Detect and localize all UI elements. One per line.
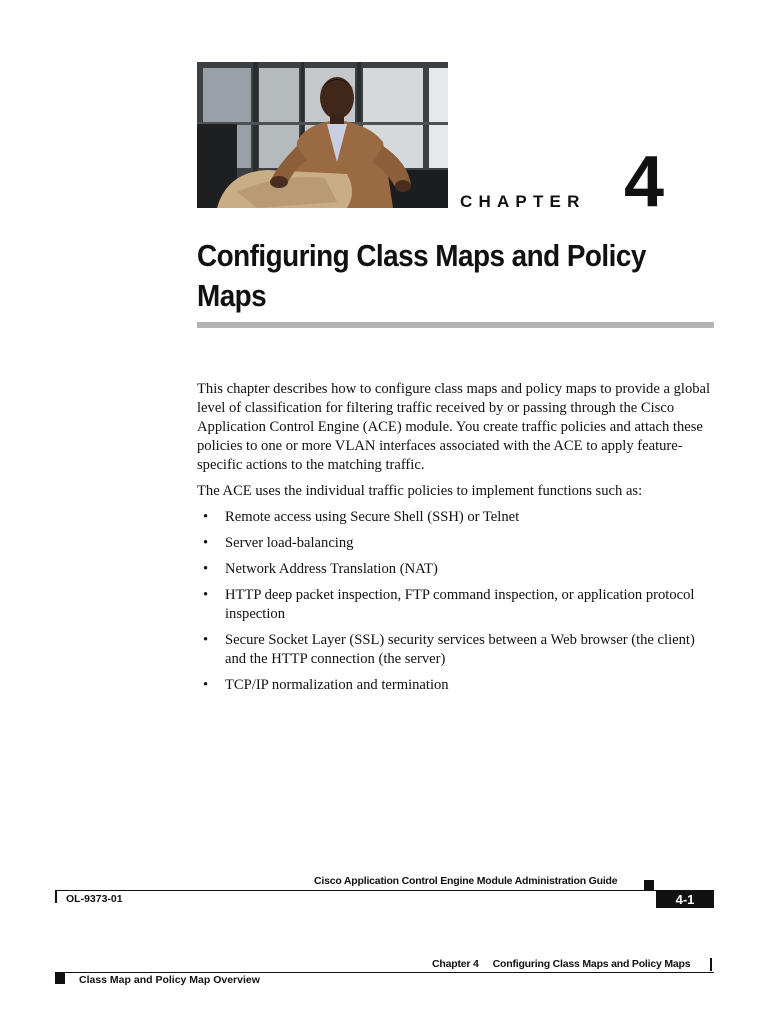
bullet-icon: • [203, 632, 209, 648]
functions-list [197, 508, 717, 695]
section-marker [55, 972, 65, 984]
bullet-icon: • [203, 561, 209, 577]
chapter-photo [197, 62, 448, 208]
list-item-text: Secure Socket Layer (SSL) security services between a Web browser (the client) and the HTTP connection (the server) [225, 632, 695, 667]
footer-guide-title: Cisco Application Control Engine Module Administration Guide [314, 875, 618, 887]
intro-paragraph: This chapter describes how to configure class maps and policy maps to provide a global level of classification for filtering traffic received by or passing through the Cisco Application Control Engine (ACE) module. You create traffic policies and attach these policies to one or more VLAN interfaces associated with the ACE to apply feature-specific actions to the matching traffic. [197, 381, 711, 473]
bullet-icon: • [203, 509, 209, 525]
page-number-badge: 4-1 [656, 891, 714, 908]
list-item [197, 586, 717, 624]
footer-tick [55, 891, 57, 903]
running-header-chapter: Chapter 4 [432, 958, 479, 970]
list-item [197, 676, 717, 695]
functions-lead-paragraph: The ACE uses the individual traffic policies to implement functions such as: [197, 483, 643, 499]
list-item [197, 631, 717, 669]
title-divider [197, 322, 714, 328]
running-header-tick [710, 958, 712, 971]
bullet-icon: • [203, 535, 209, 551]
footer-divider [55, 890, 714, 891]
chapter-number: 4 [624, 142, 665, 222]
list-item-text: HTTP deep packet inspection, FTP command inspection, or application protocol inspection [225, 587, 695, 622]
running-header-section: Class Map and Policy Map Overview [79, 974, 260, 986]
list-item-text: Network Address Translation (NAT) [225, 561, 438, 577]
chapter-label: CHAPTER [460, 192, 586, 211]
footer-doc-number: OL-9373-01 [66, 893, 123, 905]
list-item [197, 560, 717, 579]
next-page-running-header [432, 958, 690, 970]
chapter-body [197, 380, 717, 702]
bullet-icon: • [203, 677, 209, 693]
list-item [197, 534, 717, 553]
running-header-divider [55, 972, 714, 973]
list-item-text: TCP/IP normalization and termination [225, 677, 449, 693]
chapter-title: Configuring Class Maps and Policy Maps [197, 238, 646, 313]
list-item-text: Server load-balancing [225, 535, 354, 551]
running-header-title: Configuring Class Maps and Policy Maps [492, 958, 691, 970]
footer-marker [644, 880, 654, 890]
list-item [197, 508, 717, 527]
list-item-text: Remote access using Secure Shell (SSH) or Telnet [225, 509, 520, 525]
bullet-icon: • [203, 587, 209, 603]
